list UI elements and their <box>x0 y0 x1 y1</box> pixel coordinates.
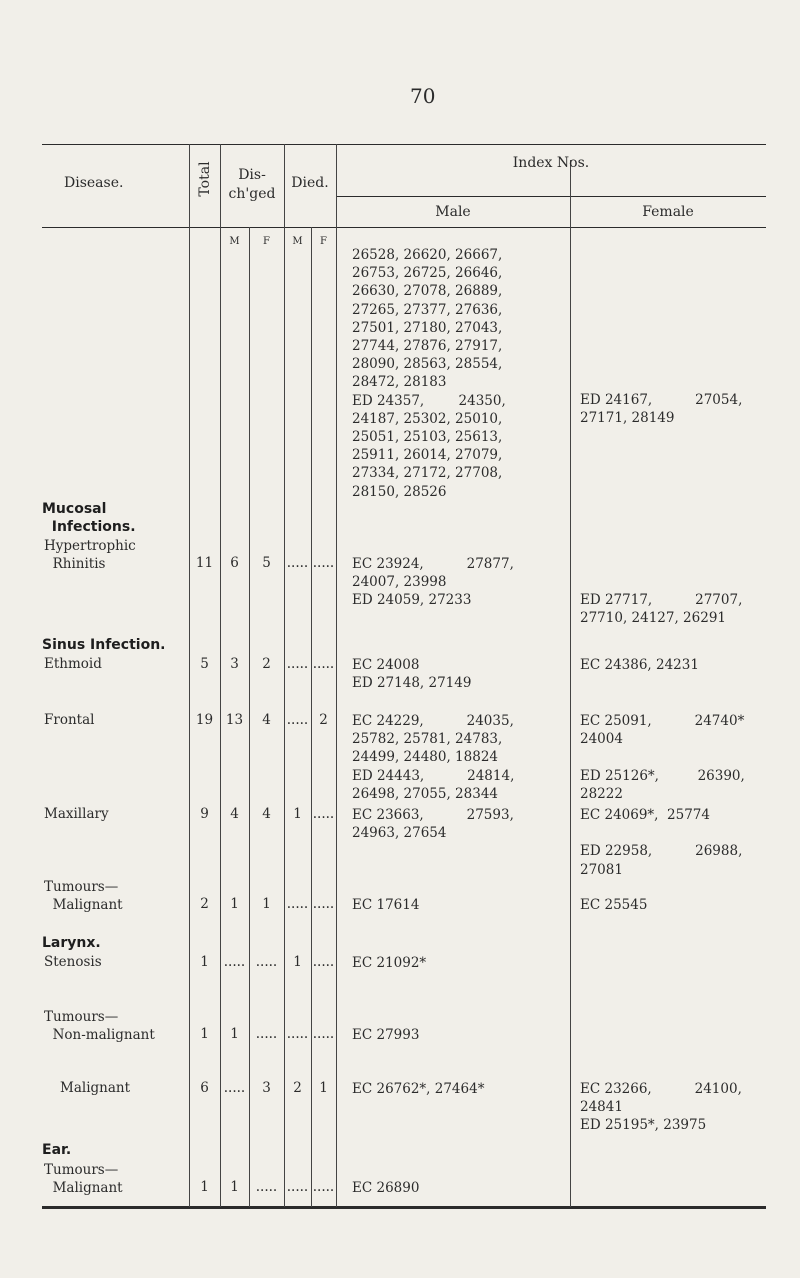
header-total: Total <box>197 161 213 197</box>
died-female-cell: ..... <box>312 954 335 970</box>
died-male-cell: 2 <box>293 1080 302 1096</box>
male-index-block: EC 17614 <box>352 897 420 913</box>
died-female-cell: 2 <box>319 712 328 728</box>
sub-died-male: M <box>292 236 303 247</box>
total-cell: 5 <box>200 656 209 672</box>
discharged-female-cell: 5 <box>262 555 271 571</box>
section-heading: Sinus Infection. <box>42 637 166 653</box>
female-index-block: EC 24069*, 25774 ED 22958, 26988, 27081 <box>580 807 743 878</box>
died-female-cell: ..... <box>312 896 335 912</box>
male-index-block: 26528, 26620, 26667, 26753, 26725, 26646, 26630, 27078, 26889, 27265, 27377, 27636, 27501, 27180, 27043, 27744, 27876, 27917, 28090, 28563, 28554, 28472, 28183 ED 24357, 24350, 24187, 25302, 25010, 25051, 25103, 25613, 25911, 26014, 27079, 27334, 27172, 27708, 28150, 28526 <box>352 247 506 500</box>
header-index: Index Nos. <box>512 155 590 171</box>
discharged-male-cell: 1 <box>230 1026 239 1042</box>
discharged-female-cell: 4 <box>262 806 271 822</box>
died-male-cell: ..... <box>286 1026 309 1042</box>
discharged-male-cell: ..... <box>223 954 246 970</box>
female-index-block: EC 23266, 24100, 24841 ED 25195*, 23975 <box>580 1081 742 1134</box>
total-cell: 1 <box>200 1026 209 1042</box>
female-index-block: ED 27717, 27707, 27710, 24127, 26291 <box>580 592 743 627</box>
header-rule <box>42 227 766 228</box>
col-rule-dis-right <box>284 144 285 1207</box>
disease-name: Hypertrophic Rhinitis <box>44 538 136 572</box>
discharged-male-cell: 6 <box>230 555 239 571</box>
header-female: Female <box>642 204 694 220</box>
male-index-block: EC 23663, 27593, 24963, 27654 <box>352 807 514 842</box>
discharged-female-cell: ..... <box>255 954 278 970</box>
died-male-cell: ..... <box>286 555 309 571</box>
discharged-male-cell: 4 <box>230 806 239 822</box>
discharged-male-cell: 1 <box>230 896 239 912</box>
disease-name: Maxillary <box>44 806 109 822</box>
discharged-female-cell: ..... <box>255 1026 278 1042</box>
male-index-block: EC 23924, 27877, 24007, 23998 ED 24059, 27233 <box>352 556 514 609</box>
died-female-cell: ..... <box>312 1179 335 1195</box>
disease-name: Malignant <box>60 1080 131 1096</box>
discharged-male-cell: 3 <box>230 656 239 672</box>
sub-discharged-male: M <box>229 236 240 247</box>
died-female-cell: ..... <box>312 1026 335 1042</box>
discharged-male-cell: 13 <box>225 712 244 728</box>
female-index-block: EC 25091, 24740* 24004 ED 25126*, 26390, 28222 <box>580 713 745 802</box>
sub-died-female: F <box>320 236 327 247</box>
disease-name: Ethmoid <box>44 656 102 672</box>
died-male-cell: ..... <box>286 1179 309 1195</box>
page-number: 70 <box>410 84 436 108</box>
male-index-block: EC 26762*, 27464* <box>352 1081 485 1097</box>
total-cell: 2 <box>200 896 209 912</box>
header-died: Died. <box>291 175 329 191</box>
female-index-block: EC 24386, 24231 <box>580 657 699 673</box>
col-rule-died-right <box>336 144 337 1207</box>
section-heading: Larynx. <box>42 935 101 951</box>
section-heading: Ear. <box>42 1142 72 1158</box>
discharged-female-cell: 3 <box>262 1080 271 1096</box>
total-cell: 1 <box>200 1179 209 1195</box>
disease-name: Frontal <box>44 712 95 728</box>
died-male-cell: 1 <box>293 806 302 822</box>
died-male-cell: ..... <box>286 896 309 912</box>
index-header-rule <box>336 196 766 197</box>
female-index-block: ED 24167, 27054, 27171, 28149 <box>580 392 743 427</box>
discharged-male-cell: ..... <box>223 1080 246 1096</box>
total-cell: 6 <box>200 1080 209 1096</box>
died-male-cell: ..... <box>286 712 309 728</box>
male-index-block: EC 21092* <box>352 955 427 971</box>
sub-discharged-female: F <box>263 236 270 247</box>
total-cell: 1 <box>200 954 209 970</box>
top-rule <box>42 144 766 145</box>
discharged-female-cell: ..... <box>255 1179 278 1195</box>
died-female-cell: ..... <box>312 806 335 822</box>
header-disease: Disease. <box>64 175 124 191</box>
discharged-female-cell: 1 <box>262 896 271 912</box>
col-rule-total-right <box>220 144 221 1207</box>
disease-name: Tumours— Malignant <box>44 1162 123 1196</box>
total-cell: 19 <box>195 712 214 728</box>
col-rule-total-left <box>189 144 190 1207</box>
died-male-cell: ..... <box>286 656 309 672</box>
died-male-cell: 1 <box>293 954 302 970</box>
total-cell: 9 <box>200 806 209 822</box>
bottom-rule <box>42 1206 766 1209</box>
col-rule-male-right <box>570 160 571 1207</box>
male-index-block: EC 24229, 24035, 25782, 25781, 24783, 24499, 24480, 18824 ED 24443, 24814, 26498, 27055, 28344 <box>352 713 515 802</box>
male-index-block: EC 26890 <box>352 1180 420 1196</box>
discharged-female-cell: 2 <box>262 656 271 672</box>
discharged-male-cell: 1 <box>230 1179 239 1195</box>
died-female-cell: ..... <box>312 555 335 571</box>
total-cell: 11 <box>195 555 214 571</box>
female-index-block: EC 25545 <box>580 897 648 913</box>
header-male: Male <box>435 204 471 220</box>
died-female-cell: 1 <box>319 1080 328 1096</box>
disease-name: Tumours— Non-malignant <box>44 1009 155 1043</box>
disease-name: Tumours— Malignant <box>44 879 123 913</box>
disease-name: Stenosis <box>44 954 102 970</box>
header-discharged: Dis- ch'ged <box>228 167 276 202</box>
male-index-block: EC 24008 ED 27148, 27149 <box>352 657 472 692</box>
died-female-cell: ..... <box>312 656 335 672</box>
section-heading: Mucosal Infections. <box>42 501 136 535</box>
male-index-block: EC 27993 <box>352 1027 420 1043</box>
discharged-female-cell: 4 <box>262 712 271 728</box>
